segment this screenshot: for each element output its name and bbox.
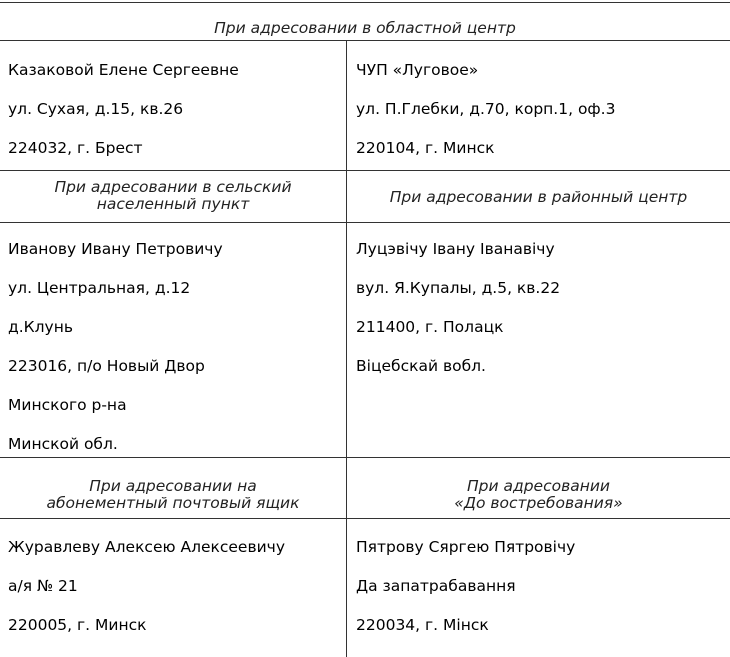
address-district bbox=[356, 230, 560, 386]
rule-header-2 bbox=[0, 222, 730, 223]
header-rural bbox=[0, 179, 346, 213]
address-line: 220034, г. Мінск bbox=[356, 616, 489, 634]
address-regional-left bbox=[8, 51, 239, 168]
header-line: При адресовании в сельский bbox=[54, 178, 292, 196]
rule-section-1 bbox=[0, 170, 730, 171]
address-line: Луцэвічу Івану Іванавічу bbox=[356, 240, 555, 258]
address-rural bbox=[8, 230, 223, 464]
address-line: д.Клунь bbox=[8, 318, 73, 336]
address-line: вул. Я.Купалы, д.5, кв.22 bbox=[356, 279, 561, 297]
address-line: 220005, г. Минск bbox=[8, 616, 147, 634]
address-line: Віцебскай вобл. bbox=[356, 357, 486, 375]
address-line: 211400, г. Полацк bbox=[356, 318, 504, 336]
address-line: ул. П.Глебки, д.70, корп.1, оф.3 bbox=[356, 100, 616, 118]
address-po-box bbox=[8, 528, 285, 645]
address-regional-right bbox=[356, 51, 615, 168]
address-line: ул. Сухая, д.15, кв.26 bbox=[8, 100, 184, 118]
rule-header-3 bbox=[0, 518, 730, 519]
address-line: 223016, п/о Новый Двор bbox=[8, 357, 205, 375]
address-line: ул. Центральная, д.12 bbox=[8, 279, 191, 297]
header-line: абонементный почтовый ящик bbox=[46, 494, 300, 512]
address-line: а/я № 21 bbox=[8, 577, 78, 595]
header-district-center: При адресовании в районный центр bbox=[389, 188, 688, 206]
address-line: Минской обл. bbox=[8, 435, 118, 453]
rule-top bbox=[0, 2, 730, 3]
address-line: Иванову Ивану Петровичу bbox=[8, 240, 223, 258]
address-line: Минского р-на bbox=[8, 396, 127, 414]
address-line: 220104, г. Минск bbox=[356, 139, 495, 157]
address-line: 224032, г. Брест bbox=[8, 139, 143, 157]
address-poste-restante bbox=[356, 528, 575, 645]
address-line: Пятрову Сяргею Пятровічу bbox=[356, 538, 576, 556]
header-regional-center: При адресовании в областной центр bbox=[214, 19, 516, 37]
header-line: населенный пункт bbox=[96, 195, 250, 213]
rule-header-1 bbox=[0, 40, 730, 41]
address-line: Да запатрабавання bbox=[356, 577, 516, 595]
address-line: ЧУП «Луговое» bbox=[356, 61, 479, 79]
header-poste-restante bbox=[347, 478, 730, 512]
header-po-box bbox=[0, 478, 346, 512]
address-line: Казаковой Елене Сергеевне bbox=[8, 61, 239, 79]
header-line: «До востребования» bbox=[454, 494, 623, 512]
column-divider bbox=[346, 40, 347, 657]
header-line: При адресовании bbox=[466, 477, 610, 495]
address-line: Журавлеву Алексею Алексеевичу bbox=[8, 538, 286, 556]
header-line: При адресовании на bbox=[89, 477, 257, 495]
